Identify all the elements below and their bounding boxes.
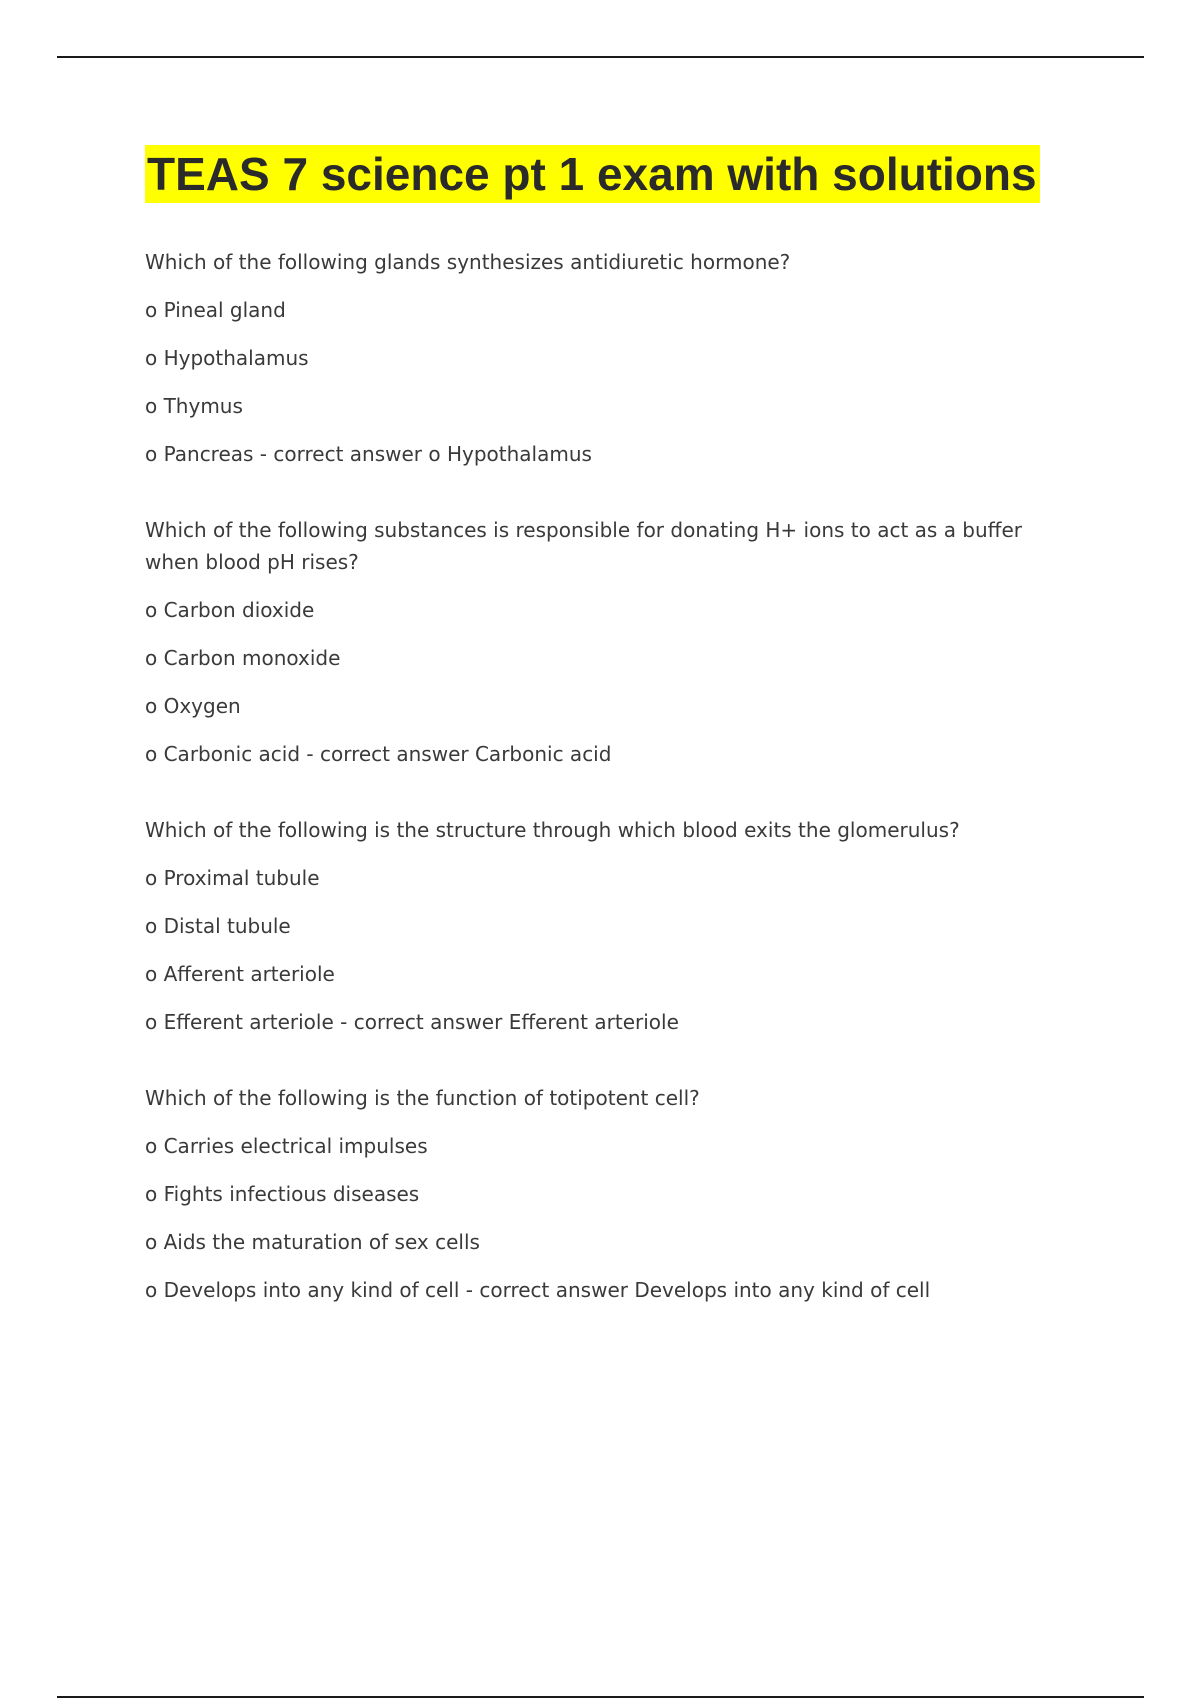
question-text: Which of the following glands synthesizes antidiuretic hormone? — [145, 250, 791, 274]
answer-option: o Hypothalamus — [145, 346, 309, 370]
answer-option: o Aids the maturation of sex cells — [145, 1230, 480, 1254]
answer-option: o Distal tubule — [145, 914, 291, 938]
answer-option: o Pineal gland — [145, 298, 286, 322]
question-text: Which of the following is the structure through which blood exits the glomerulus? — [145, 818, 960, 842]
answer-option: o Carries electrical impulses — [145, 1134, 428, 1158]
answer-option-with-solution: o Pancreas - correct answer o Hypothalamus — [145, 442, 592, 466]
bottom-divider — [57, 1696, 1144, 1698]
answer-option: o Carbon dioxide — [145, 598, 315, 622]
page-title: TEAS 7 science pt 1 exam with solutions — [145, 145, 1040, 203]
title-container — [145, 145, 1145, 203]
answer-option: o Afferent arteriole — [145, 962, 335, 986]
answer-option: o Fights infectious diseases — [145, 1182, 420, 1206]
question-list — [145, 246, 1075, 1350]
question-text: Which of the following is the function of totipotent cell? — [145, 1086, 700, 1110]
answer-option: o Oxygen — [145, 694, 241, 718]
answer-option: o Carbon monoxide — [145, 646, 341, 670]
answer-option-with-solution: o Efferent arteriole - correct answer Efferent arteriole — [145, 1010, 679, 1034]
question-block-3 — [145, 814, 1075, 1038]
question-text: Which of the following substances is responsible for donating H+ ions to act as a buffer when blood pH rises? — [145, 518, 1022, 574]
answer-option-with-solution: o Carbonic acid - correct answer Carbonic acid — [145, 742, 612, 766]
question-block-1 — [145, 246, 1075, 470]
answer-option: o Proximal tubule — [145, 866, 320, 890]
top-divider — [57, 56, 1144, 58]
question-block-2 — [145, 514, 1075, 770]
answer-option: o Thymus — [145, 394, 243, 418]
question-block-4 — [145, 1082, 1075, 1306]
answer-option-with-solution: o Develops into any kind of cell - correct answer Develops into any kind of cell — [145, 1278, 931, 1302]
